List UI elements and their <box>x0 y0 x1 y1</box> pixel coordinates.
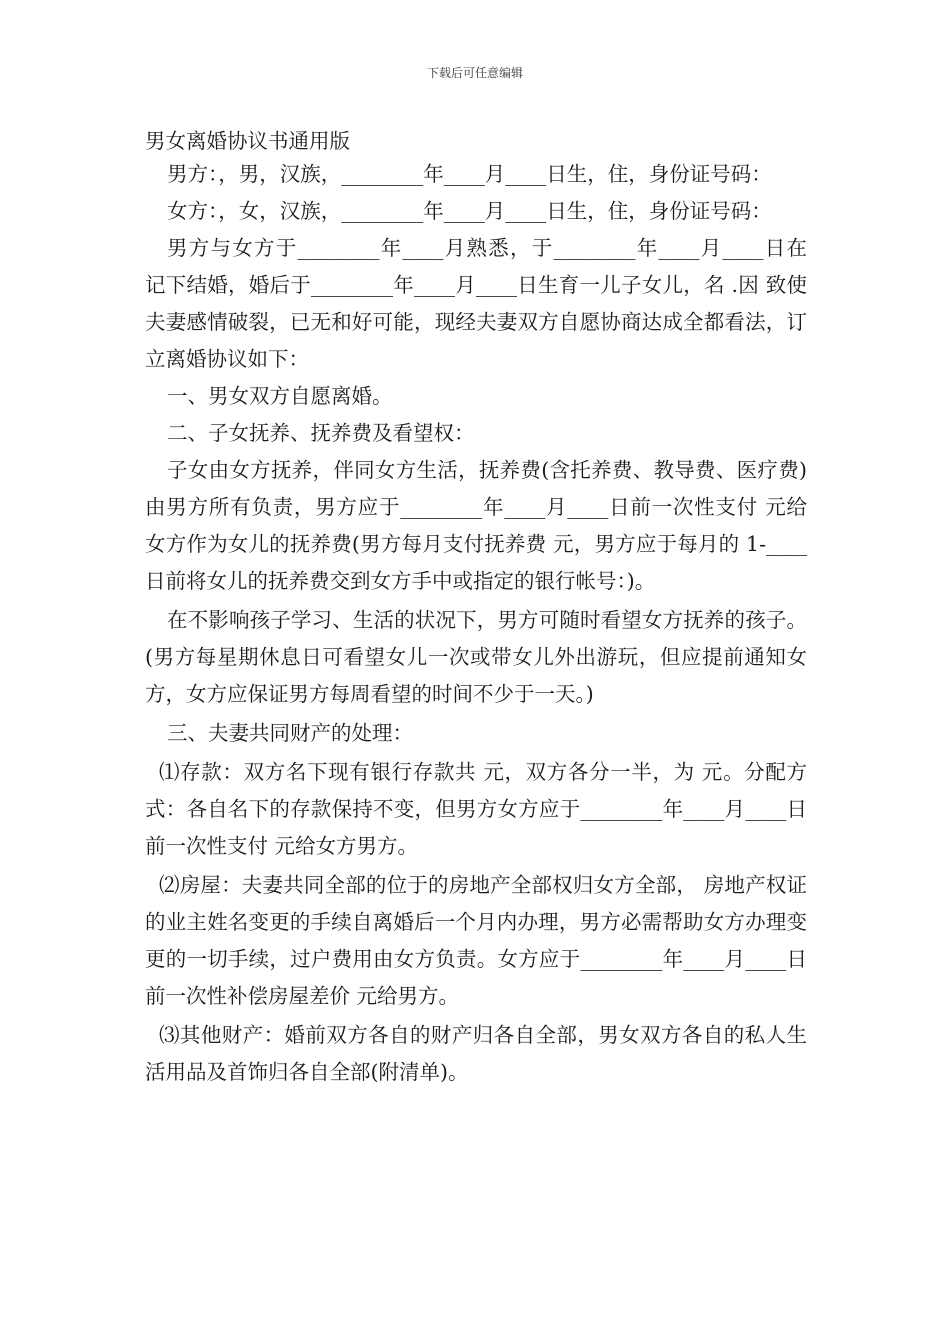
paragraph-female-party: 女方：，女，汉族，________年____月____日生，住，身份证号码： <box>167 199 772 223</box>
paragraph-visitation: 在不影响孩子学习、生活的状况下，男方可随时看望女方抚养的孩子。(男方每星期休息日可看望女儿一次或带女儿外出游玩，但应提前通知女方，女方应保证男方每周看望的时间不少于一天。) <box>145 608 807 706</box>
clause-1-divorce: 一、男女双方自愿离婚。 <box>167 384 393 408</box>
page-header-note: 下载后可任意编辑 <box>426 66 523 80</box>
paragraph-male-party: 男方：，男，汉族，________年____月____日生，住，身份证号码： <box>167 162 772 186</box>
item-house: ⑵房屋：夫妻共同全部的位于的房地产全部权归女方全部， 房地产权证的业主姓名变更的手续自离婚后一个月内办理，男方必需帮助女方办理变更的一切手续，过户费用由女方负责。女方应于________年____月____日前一次性补偿房屋差价 元给男方。 <box>145 873 807 1008</box>
item-other-property: ⑶其他财产：婚前双方各自的财产归各自全部，男女双方各自的私人生活用品及首饰归各自全部(附清单)。 <box>145 1023 807 1084</box>
clause-2-heading: 二、子女抚养、抚养费及看望权： <box>167 421 475 445</box>
paragraph-child-support: 子女由女方抚养，伴同女方生活，抚养费(含托养费、教导费、医疗费)由男方所有负责，男方应于________年____月____日前一次性支付 元给女方作为女儿的抚养费(男方每月支付抚养费 元，男方应于每月的 1-____日前将女儿的抚养费交到女方手中或指定的银行帐号：)。 <box>145 458 807 593</box>
paragraph-marriage-history: 男方与女方于________年____月熟悉，于________年____月____日在 记下结婚，婚后于________年____月____日生育一儿子女儿，名 .因 致使夫妻感情破裂，已无和好可能，现经夫妻双方自愿协商达成全都看法，订立离婚协议如下： <box>145 236 807 371</box>
clause-3-heading: 三、夫妻共同财产的处理： <box>167 721 413 745</box>
document-body <box>145 126 807 1091</box>
document-title: 男女离婚协议书通用版 <box>145 129 350 153</box>
item-deposits: ⑴存款：双方名下现有银行存款共 元，双方各分一半，为 元。分配方式：各自名下的存款保持不变，但男方女方应于________年____月____日前一次性支付 元给女方男方。 <box>145 760 807 858</box>
